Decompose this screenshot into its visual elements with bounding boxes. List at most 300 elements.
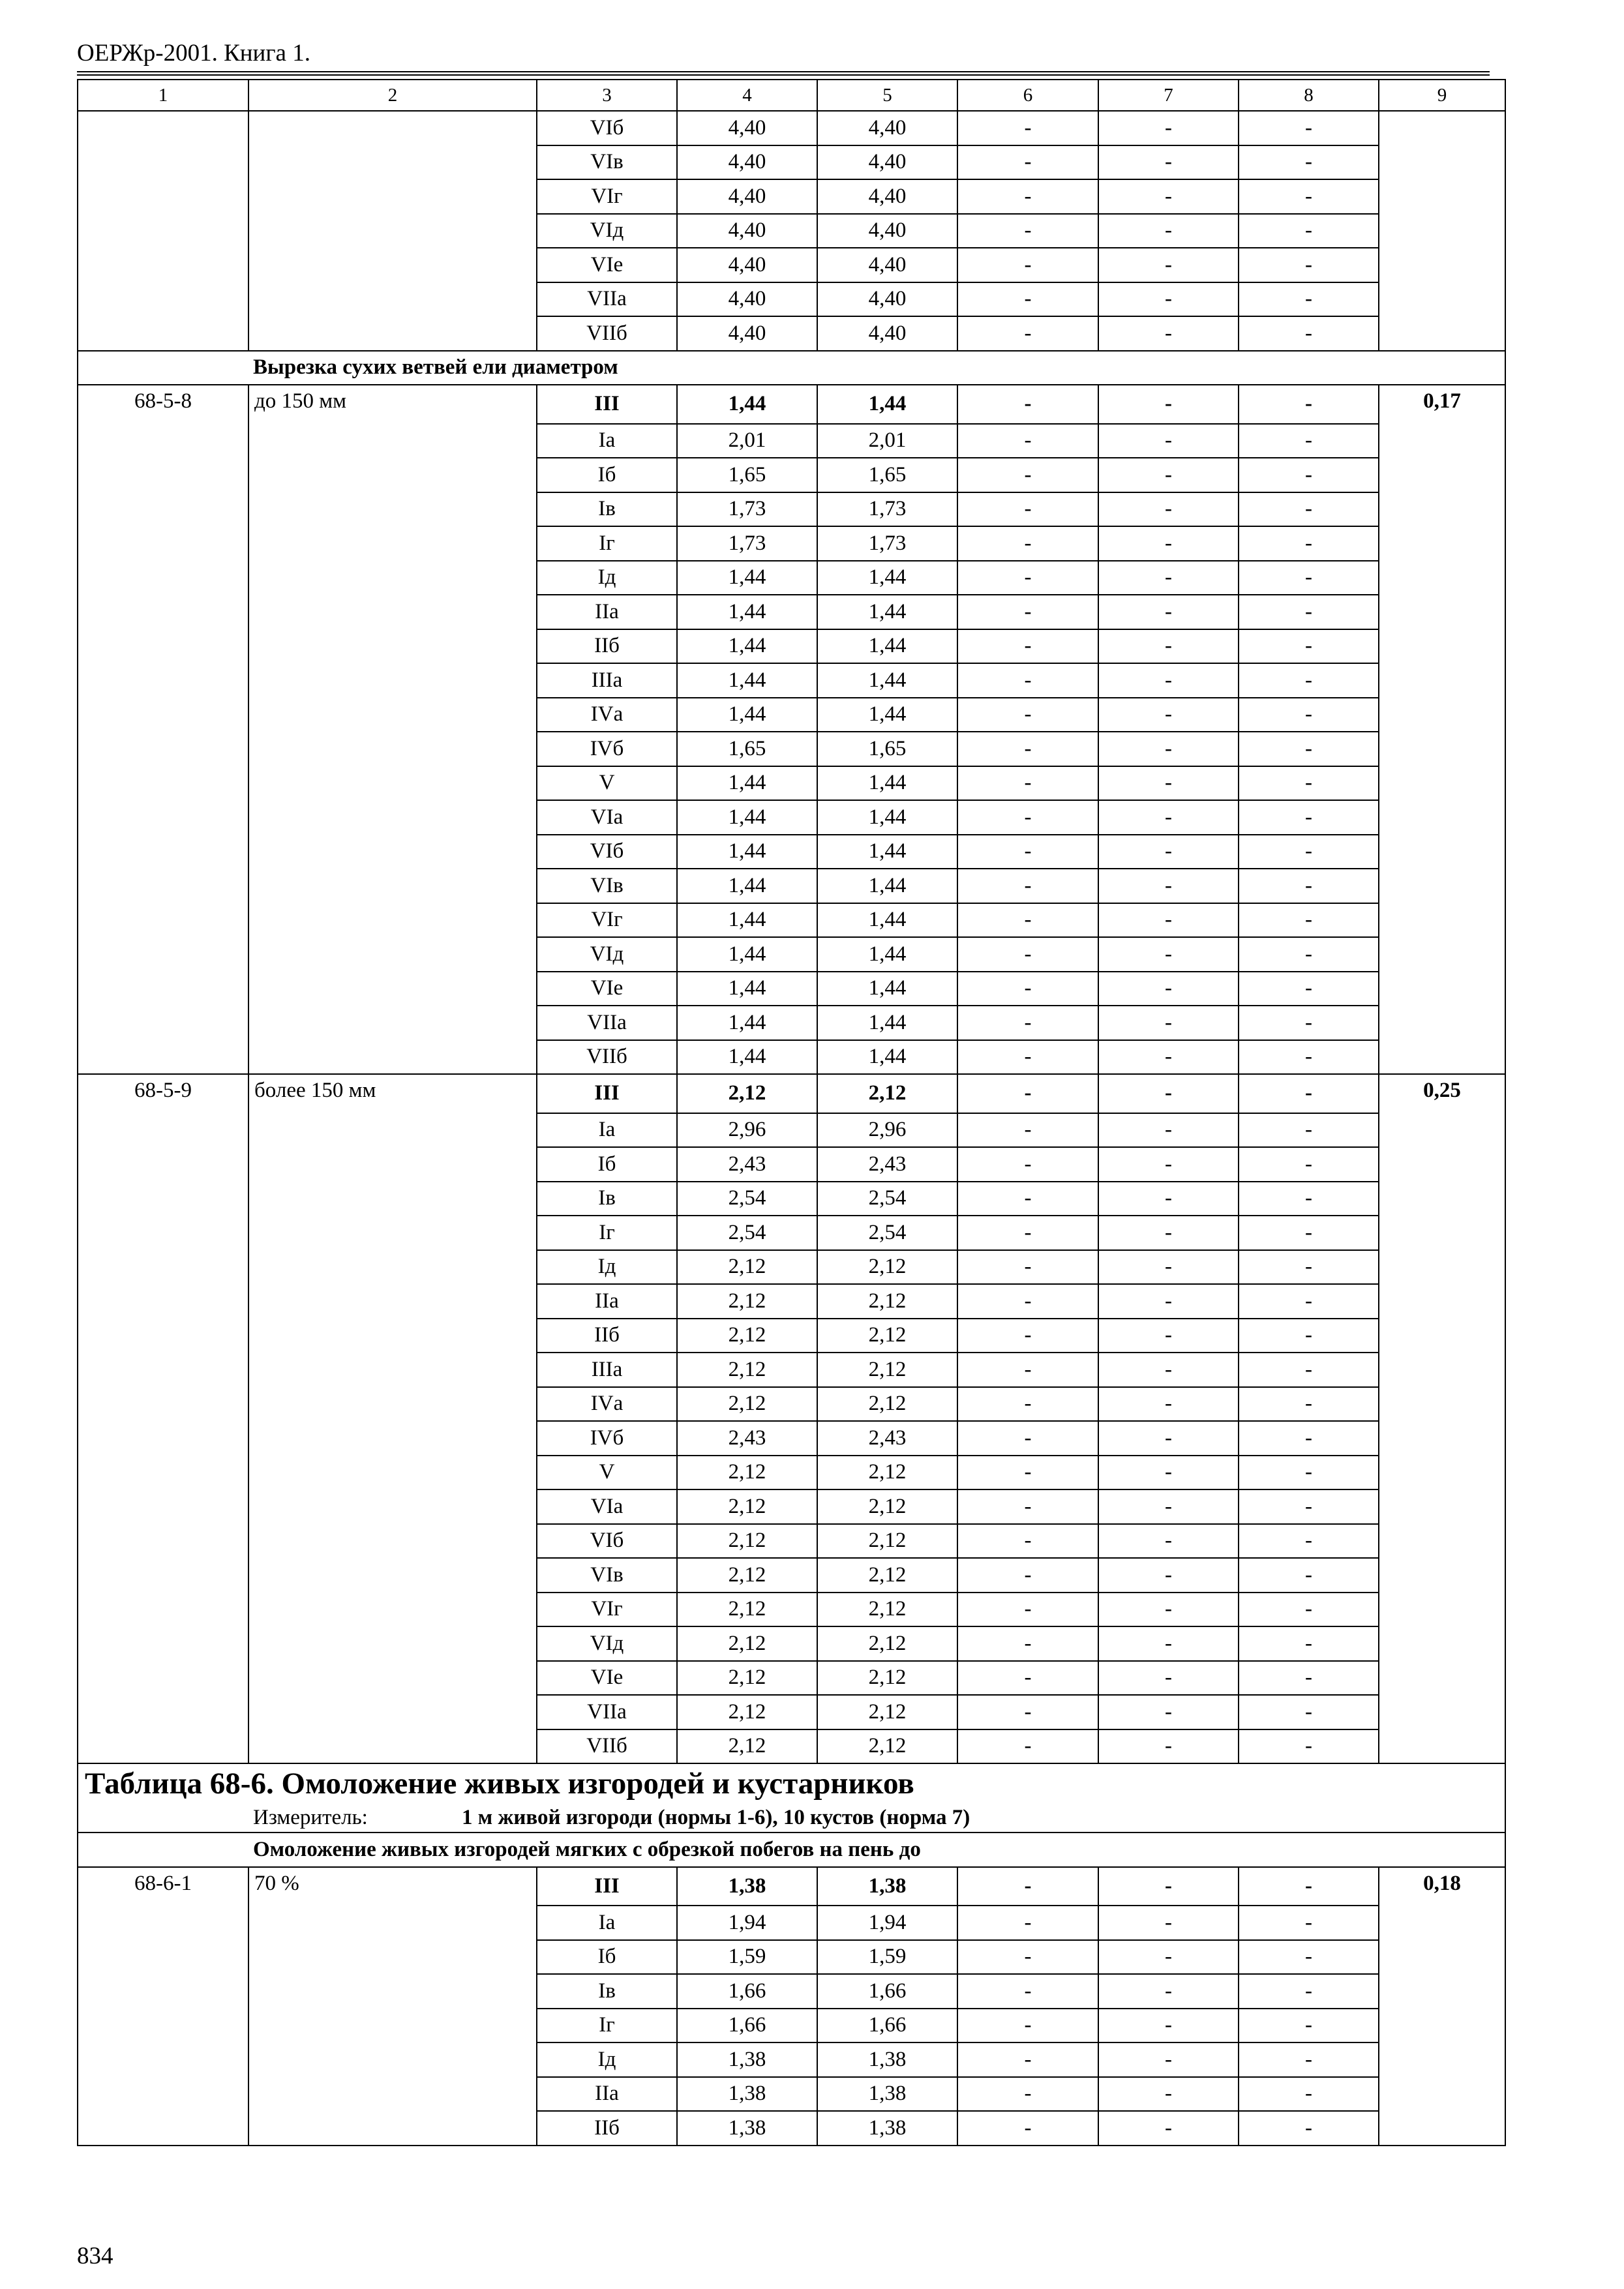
cell-v6: -: [957, 1974, 1098, 2009]
rate-code-cell: [78, 2042, 248, 2077]
col9-cell: [1379, 526, 1505, 561]
cell-v7: -: [1098, 835, 1239, 869]
cell-v5: 1,38: [817, 2077, 957, 2112]
cell-v5: 2,12: [817, 1074, 957, 1113]
col9-cell: [1379, 2077, 1505, 2112]
cell-zone: IVа: [537, 698, 677, 732]
cell-v7: -: [1098, 1524, 1239, 1559]
column-number-6: 6: [957, 80, 1098, 111]
cell-v7: -: [1098, 1319, 1239, 1353]
rate-code-cell: [78, 766, 248, 801]
column-number-3: 3: [537, 80, 677, 111]
cell-v8: -: [1239, 663, 1379, 698]
rate-description-cell: [248, 1040, 537, 1075]
col9-cell: [1379, 1974, 1505, 2009]
cell-v7: -: [1098, 526, 1239, 561]
cell-v4: 1,44: [677, 835, 817, 869]
cell-v6: -: [957, 1940, 1098, 1975]
cell-v5: 1,44: [817, 1006, 957, 1040]
cell-v5: 2,01: [817, 424, 957, 458]
column-number-4: 4: [677, 80, 817, 111]
cell-v7: -: [1098, 2009, 1239, 2043]
table-row: [78, 385, 1505, 424]
cell-zone: VIб: [537, 835, 677, 869]
table-row: [78, 1489, 1505, 1524]
cell-v5: 1,38: [817, 2042, 957, 2077]
cell-zone: III: [537, 1074, 677, 1113]
cell-zone: IIб: [537, 2111, 677, 2146]
col9-cell: [1379, 595, 1505, 629]
cell-v8: -: [1239, 1319, 1379, 1353]
table-row: [78, 1867, 1505, 1906]
col9-cell: [1379, 145, 1505, 180]
cell-v8: -: [1239, 800, 1379, 835]
cell-zone: Iб: [537, 1940, 677, 1975]
cell-v5: 1,44: [817, 698, 957, 732]
cell-v5: 2,12: [817, 1729, 957, 1764]
rate-code-cell: [78, 1906, 248, 1940]
col9-cell: [1379, 766, 1505, 801]
cell-v7: -: [1098, 1284, 1239, 1319]
rate-code-cell: [78, 1006, 248, 1040]
column-number-1: 1: [78, 80, 248, 111]
cell-v8: -: [1239, 1216, 1379, 1250]
cell-v6: -: [957, 1489, 1098, 1524]
rate-description-cell: [248, 732, 537, 766]
col9-cell: [1379, 1006, 1505, 1040]
rate-description-cell: [248, 1353, 537, 1387]
rate-description-cell: [248, 2009, 537, 2043]
rate-description: до 150 мм: [248, 385, 537, 424]
cell-v5: 2,96: [817, 1113, 957, 1148]
cell-v4: 1,66: [677, 2009, 817, 2043]
cell-v6: -: [957, 1906, 1098, 1940]
cell-v8: -: [1239, 1558, 1379, 1593]
cell-v5: 2,12: [817, 1695, 957, 1729]
col9-cell: [1379, 458, 1505, 492]
cell-v6: -: [957, 1695, 1098, 1729]
rate-code-cell: [78, 903, 248, 938]
table-row: [78, 1558, 1505, 1593]
rate-code-cell: [78, 698, 248, 732]
table-row: [78, 1593, 1505, 1627]
cell-v5: 4,40: [817, 316, 957, 351]
rate-code-cell: [78, 282, 248, 317]
rate-description-cell: [248, 1489, 537, 1524]
cell-v6: -: [957, 1661, 1098, 1696]
cell-v8: -: [1239, 1147, 1379, 1182]
cell-v7: -: [1098, 937, 1239, 972]
col9-cell: [1379, 1147, 1505, 1182]
rate-description-cell: [248, 698, 537, 732]
cell-zone: VIIб: [537, 1040, 677, 1075]
cell-v4: 1,38: [677, 1867, 817, 1906]
table-row: [78, 1974, 1505, 2009]
rate-code-cell: [78, 1558, 248, 1593]
cell-v6: -: [957, 2111, 1098, 2146]
cell-v4: 1,44: [677, 663, 817, 698]
table-row: [78, 663, 1505, 698]
table-row: [78, 179, 1505, 214]
cell-v6: -: [957, 179, 1098, 214]
cell-v4: 1,73: [677, 492, 817, 527]
col9-cell: [1379, 1421, 1505, 1456]
cell-v6: -: [957, 1319, 1098, 1353]
cell-v7: -: [1098, 800, 1239, 835]
cell-v7: -: [1098, 2077, 1239, 2112]
table-row: [78, 1284, 1505, 1319]
cell-zone: VIIа: [537, 1695, 677, 1729]
rate-code-cell: [78, 1593, 248, 1627]
cell-v5: 2,12: [817, 1558, 957, 1593]
cell-v6: -: [957, 145, 1098, 180]
rate-code: 68-5-8: [78, 385, 248, 424]
rate-code-cell: [78, 595, 248, 629]
col9-cell: [1379, 424, 1505, 458]
col9-cell: [1379, 869, 1505, 903]
cell-v5: 1,44: [817, 385, 957, 424]
col9-cell: [1379, 663, 1505, 698]
cell-v6: -: [957, 1421, 1098, 1456]
table-title-row: [78, 1763, 1505, 1803]
cell-v6: -: [957, 282, 1098, 317]
col9-cell: [1379, 1489, 1505, 1524]
rate-description-cell: [248, 1626, 537, 1661]
cell-zone: Iв: [537, 492, 677, 527]
cell-v8: -: [1239, 179, 1379, 214]
cell-v8: -: [1239, 1456, 1379, 1490]
cell-v5: 1,44: [817, 800, 957, 835]
rate-code-cell: [78, 145, 248, 180]
table-title: Таблица 68-6. Омоложение живых изгородей и кустарников: [78, 1763, 1505, 1803]
cell-v7: -: [1098, 1113, 1239, 1148]
column-number-5: 5: [817, 80, 957, 111]
table-row: [78, 458, 1505, 492]
cell-v8: -: [1239, 1661, 1379, 1696]
cell-v6: -: [957, 492, 1098, 527]
cell-v6: -: [957, 424, 1098, 458]
cell-v7: -: [1098, 561, 1239, 595]
rate-description-cell: [248, 1695, 537, 1729]
cell-v7: -: [1098, 1250, 1239, 1285]
rate-description-cell: [248, 1216, 537, 1250]
cell-zone: IIа: [537, 2077, 677, 2112]
table-row: [78, 800, 1505, 835]
rate-code-cell: [78, 1250, 248, 1285]
table-row: [78, 1113, 1505, 1148]
cell-v4: 4,40: [677, 316, 817, 351]
table-row: [78, 248, 1505, 282]
cell-zone: VIв: [537, 145, 677, 180]
cell-v8: -: [1239, 1524, 1379, 1559]
cell-zone: VIIа: [537, 1006, 677, 1040]
table-row: [78, 424, 1505, 458]
cell-v5: 1,44: [817, 561, 957, 595]
cell-v5: 1,44: [817, 1040, 957, 1075]
rate-code-cell: [78, 937, 248, 972]
cell-v5: 2,43: [817, 1147, 957, 1182]
cell-v7: -: [1098, 766, 1239, 801]
rate-code-cell: [78, 1353, 248, 1387]
cell-zone: V: [537, 766, 677, 801]
rate-description-cell: [248, 111, 537, 145]
rate-description-cell: [248, 1558, 537, 1593]
rate-code-cell: [78, 869, 248, 903]
table-row: [78, 1353, 1505, 1387]
cell-v4: 1,66: [677, 1974, 817, 2009]
cell-v5: 2,12: [817, 1626, 957, 1661]
column-number-row: [78, 80, 1505, 111]
cell-v5: 2,54: [817, 1182, 957, 1216]
col9-cell: [1379, 316, 1505, 351]
cell-v4: 2,12: [677, 1353, 817, 1387]
cell-v7: -: [1098, 458, 1239, 492]
cell-v5: 2,12: [817, 1456, 957, 1490]
rate-description-cell: [248, 1729, 537, 1764]
cell-v4: 1,44: [677, 869, 817, 903]
cell-v6: -: [957, 2042, 1098, 2077]
table-row: [78, 111, 1505, 145]
cell-zone: Iг: [537, 526, 677, 561]
rate-code-cell: [78, 835, 248, 869]
cell-v5: 2,12: [817, 1284, 957, 1319]
col9-cell: [1379, 1940, 1505, 1975]
cell-v6: -: [957, 1250, 1098, 1285]
cell-v8: -: [1239, 903, 1379, 938]
rate-description-cell: [248, 1593, 537, 1627]
cell-v5: 1,73: [817, 492, 957, 527]
cell-v8: -: [1239, 1974, 1379, 2009]
cell-v8: -: [1239, 282, 1379, 317]
cell-zone: Iд: [537, 1250, 677, 1285]
cell-v6: -: [957, 869, 1098, 903]
col9-cell: [1379, 698, 1505, 732]
table-row: [78, 2111, 1505, 2146]
cell-v4: 1,44: [677, 385, 817, 424]
cell-v4: 1,38: [677, 2042, 817, 2077]
table-row: [78, 282, 1505, 317]
cell-zone: VIIб: [537, 316, 677, 351]
cell-v6: -: [957, 2009, 1098, 2043]
rate-code-cell: [78, 214, 248, 248]
cell-v7: -: [1098, 1940, 1239, 1975]
cell-v4: 4,40: [677, 179, 817, 214]
cell-zone: Iб: [537, 458, 677, 492]
table-row: [78, 145, 1505, 180]
cell-v7: -: [1098, 1695, 1239, 1729]
col9-value: 0,25: [1379, 1074, 1505, 1113]
cell-v8: -: [1239, 214, 1379, 248]
cell-v4: 2,12: [677, 1250, 817, 1285]
rate-code-cell: [78, 2009, 248, 2043]
col9-cell: [1379, 937, 1505, 972]
cell-v5: 1,44: [817, 766, 957, 801]
cell-v5: 1,44: [817, 629, 957, 664]
cell-v4: 1,44: [677, 903, 817, 938]
rate-description-cell: [248, 492, 537, 527]
cell-v5: 1,44: [817, 972, 957, 1006]
rate-code-cell: [78, 1421, 248, 1456]
cell-v8: -: [1239, 385, 1379, 424]
table-row: [78, 526, 1505, 561]
cell-v8: -: [1239, 1867, 1379, 1906]
col9-cell: [1379, 179, 1505, 214]
cell-zone: Iд: [537, 2042, 677, 2077]
cell-v4: 2,43: [677, 1147, 817, 1182]
cell-v8: -: [1239, 316, 1379, 351]
cell-v8: -: [1239, 561, 1379, 595]
table-row: [78, 1456, 1505, 1490]
col9-cell: [1379, 1113, 1505, 1148]
table-row: [78, 1695, 1505, 1729]
rate-description-cell: [248, 214, 537, 248]
rate-description: более 150 мм: [248, 1074, 537, 1113]
cell-v8: -: [1239, 145, 1379, 180]
table-row: [78, 1421, 1505, 1456]
rate-code-cell: [78, 424, 248, 458]
col9-cell: [1379, 1319, 1505, 1353]
table-row: [78, 698, 1505, 732]
cell-v7: -: [1098, 282, 1239, 317]
cell-zone: VIе: [537, 972, 677, 1006]
rate-code-cell: [78, 111, 248, 145]
cell-v5: 4,40: [817, 179, 957, 214]
cell-v6: -: [957, 1216, 1098, 1250]
cell-v5: 4,40: [817, 248, 957, 282]
rate-code-cell: [78, 1284, 248, 1319]
cell-v4: 1,44: [677, 698, 817, 732]
cell-v4: 4,40: [677, 282, 817, 317]
cell-zone: VIе: [537, 1661, 677, 1696]
col9-value: 0,17: [1379, 385, 1505, 424]
table-row: [78, 937, 1505, 972]
cell-v4: 1,65: [677, 732, 817, 766]
cell-v7: -: [1098, 1867, 1239, 1906]
measurer: [78, 1803, 1505, 1833]
rate-description-cell: [248, 2042, 537, 2077]
rate-description: 70 %: [248, 1867, 537, 1906]
cell-v4: 2,12: [677, 1524, 817, 1559]
table-row: [78, 1006, 1505, 1040]
col9-cell: [1379, 1284, 1505, 1319]
cell-v4: 1,44: [677, 561, 817, 595]
page-number: 834: [77, 2243, 113, 2269]
cell-v8: -: [1239, 732, 1379, 766]
cell-v5: 2,12: [817, 1661, 957, 1696]
cell-v7: -: [1098, 1906, 1239, 1940]
cell-zone: V: [537, 1456, 677, 1490]
cell-v5: 1,38: [817, 1867, 957, 1906]
rate-description-cell: [248, 179, 537, 214]
cell-zone: VIг: [537, 903, 677, 938]
rate-code-cell: [78, 561, 248, 595]
cell-v6: -: [957, 1182, 1098, 1216]
rate-code-cell: [78, 2077, 248, 2112]
rate-description-cell: [248, 1113, 537, 1148]
cell-zone: III: [537, 385, 677, 424]
cell-zone: VIг: [537, 1593, 677, 1627]
cell-v6: -: [957, 972, 1098, 1006]
cell-v4: 2,01: [677, 424, 817, 458]
rate-description-cell: [248, 629, 537, 664]
rate-description-cell: [248, 1147, 537, 1182]
cell-v8: -: [1239, 492, 1379, 527]
cell-v4: 1,65: [677, 458, 817, 492]
rate-code-cell: [78, 1319, 248, 1353]
col9-cell: [1379, 1661, 1505, 1696]
cell-v8: -: [1239, 869, 1379, 903]
rate-description-cell: [248, 145, 537, 180]
cell-v8: -: [1239, 835, 1379, 869]
cell-v7: -: [1098, 1456, 1239, 1490]
cell-zone: VIд: [537, 937, 677, 972]
cell-v4: 4,40: [677, 214, 817, 248]
cell-zone: IIа: [537, 595, 677, 629]
col9-cell: [1379, 1216, 1505, 1250]
cell-v8: -: [1239, 424, 1379, 458]
rate-description-cell: [248, 800, 537, 835]
section-title-68-6: Омоложение живых изгородей мягких с обрезкой побегов на пень до: [78, 1833, 1505, 1867]
cell-v7: -: [1098, 629, 1239, 664]
cell-zone: IVб: [537, 732, 677, 766]
cell-v5: 2,12: [817, 1387, 957, 1422]
cell-v7: -: [1098, 248, 1239, 282]
cell-v6: -: [957, 385, 1098, 424]
cell-v6: -: [957, 111, 1098, 145]
cell-v6: -: [957, 1626, 1098, 1661]
cell-v7: -: [1098, 1489, 1239, 1524]
cell-v7: -: [1098, 111, 1239, 145]
cell-zone: Iв: [537, 1182, 677, 1216]
cell-v8: -: [1239, 595, 1379, 629]
cell-v5: 4,40: [817, 214, 957, 248]
cell-v8: -: [1239, 937, 1379, 972]
table-row: [78, 1626, 1505, 1661]
table-row: [78, 2009, 1505, 2043]
column-number-7: 7: [1098, 80, 1239, 111]
table-row: [78, 316, 1505, 351]
rate-description-cell: [248, 526, 537, 561]
cell-v6: -: [957, 316, 1098, 351]
cell-v5: 1,44: [817, 869, 957, 903]
rate-description-cell: [248, 1182, 537, 1216]
col9-cell: [1379, 1040, 1505, 1075]
table-row: [78, 1661, 1505, 1696]
rate-description-cell: [248, 316, 537, 351]
rate-code-cell: [78, 1489, 248, 1524]
cell-v7: -: [1098, 385, 1239, 424]
rate-description-cell: [248, 424, 537, 458]
cell-v6: -: [957, 595, 1098, 629]
table-row: [78, 1524, 1505, 1559]
col9-value: 0,18: [1379, 1867, 1505, 1906]
table-row: [78, 1729, 1505, 1764]
rate-description-cell: [248, 1387, 537, 1422]
cell-v4: 2,96: [677, 1113, 817, 1148]
cell-v4: 1,44: [677, 629, 817, 664]
cell-zone: IVб: [537, 1421, 677, 1456]
cell-v6: -: [957, 1284, 1098, 1319]
cell-v7: -: [1098, 424, 1239, 458]
rate-code-cell: [78, 316, 248, 351]
cell-v4: 4,40: [677, 248, 817, 282]
col9-cell: [1379, 903, 1505, 938]
cell-zone: VIIа: [537, 282, 677, 317]
cell-v4: 2,12: [677, 1593, 817, 1627]
col9-cell: [1379, 1353, 1505, 1387]
table-row: [78, 595, 1505, 629]
rate-description-cell: [248, 1006, 537, 1040]
